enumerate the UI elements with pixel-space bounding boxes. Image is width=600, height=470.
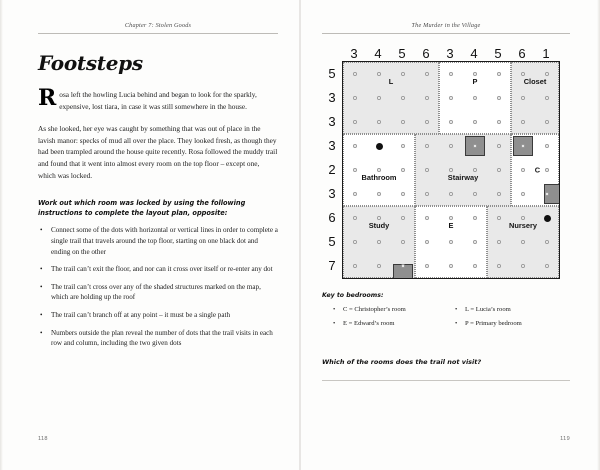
column-clue-1: 4 xyxy=(374,46,382,61)
column-clue-0: 3 xyxy=(350,46,358,61)
puzzle-question: Which of the rooms does the trail not visit? xyxy=(322,358,482,366)
left-head-rule xyxy=(38,33,278,34)
grid-dot[interactable] xyxy=(521,120,525,124)
grid-dot[interactable] xyxy=(521,96,525,100)
grid-dot[interactable] xyxy=(545,120,549,124)
grid-dot[interactable] xyxy=(425,216,429,220)
grid-dot[interactable] xyxy=(497,168,501,172)
row-clue-0: 5 xyxy=(328,65,336,81)
key-title: Key to bedrooms: xyxy=(322,292,384,299)
room-label: L xyxy=(388,76,394,86)
body-paragraph-2: As she looked, her eye was caught by something that was out of place in the lavish manor: specks of mud all over the place. They looked fresh, as though they had been trampled around the house quite recently. Rosa followed the muddy trail and found that it went into almost every room on the top floor – except one, which was locked. xyxy=(38,124,278,180)
grid-dot[interactable] xyxy=(377,120,381,124)
list-item xyxy=(332,319,448,328)
grid-dot[interactable] xyxy=(377,240,381,244)
grid-dot[interactable] xyxy=(401,72,405,76)
grid-dot[interactable] xyxy=(473,96,477,100)
book-gutter xyxy=(299,0,301,470)
column-clue-2: 5 xyxy=(398,46,406,61)
key-text: P = Primary bedroom xyxy=(465,320,522,327)
floor-plan-grid[interactable] xyxy=(342,61,560,279)
grid-dot[interactable] xyxy=(425,168,429,172)
grid-dot[interactable] xyxy=(377,96,381,100)
room-label: Nursery xyxy=(509,220,537,230)
grid-dot[interactable] xyxy=(521,240,525,244)
bullet-icon: • xyxy=(333,320,336,327)
grid-with-row-clues xyxy=(322,61,570,279)
instruction-list xyxy=(38,225,278,348)
column-clue-6: 5 xyxy=(494,46,502,61)
grid-dot[interactable] xyxy=(497,240,501,244)
list-item xyxy=(38,264,278,275)
grid-dot[interactable] xyxy=(449,120,453,124)
grid-dot[interactable] xyxy=(377,264,381,268)
instruction-text: The trail can’t exit the floor, and nor can it cross over itself or re-enter any dot xyxy=(51,265,273,274)
key-text: E = Edward’s room xyxy=(343,320,395,327)
list-item xyxy=(38,282,278,303)
grid-dot[interactable] xyxy=(545,144,549,148)
grid-dot[interactable] xyxy=(425,72,429,76)
list-item xyxy=(332,305,448,314)
grid-dot[interactable] xyxy=(353,120,357,124)
grid-dot[interactable] xyxy=(473,120,477,124)
grid-dot[interactable] xyxy=(353,144,357,148)
column-clue-3: 6 xyxy=(422,46,430,61)
page-edge-left xyxy=(0,0,3,470)
grid-dot[interactable] xyxy=(449,216,453,220)
instruction-lead: Work out which room was locked by using the following instructions to complete the layout plan, opposite: xyxy=(38,199,246,217)
grid-dot[interactable] xyxy=(425,96,429,100)
grid-dot[interactable] xyxy=(521,192,525,196)
grid-dot[interactable] xyxy=(497,72,501,76)
grid-dot[interactable] xyxy=(473,240,477,244)
row-clue-6: 6 xyxy=(328,209,336,225)
grid-dot[interactable] xyxy=(497,264,501,268)
grid-dot[interactable] xyxy=(377,216,381,220)
column-clue-4: 3 xyxy=(446,46,454,61)
key-text: L = Lucia’s room xyxy=(465,306,511,313)
grid-dot[interactable] xyxy=(401,240,405,244)
room-label: Bathroom xyxy=(361,172,397,182)
page-number-right: 119 xyxy=(560,436,570,442)
room-region-closet xyxy=(511,62,559,134)
grid-dot[interactable] xyxy=(425,192,429,196)
answer-line xyxy=(322,380,570,381)
grid-dot[interactable] xyxy=(377,72,381,76)
instruction-text: Connect some of the dots with horizontal or vertical lines in order to complete a single trail that travels around the top floor, starting on one black dot and ending on the other xyxy=(51,226,278,256)
row-clue-3: 3 xyxy=(328,137,336,153)
grid-dot[interactable] xyxy=(377,192,381,196)
grid-dot[interactable] xyxy=(521,144,525,148)
column-clue-7: 6 xyxy=(518,46,526,61)
bullet-icon: • xyxy=(333,306,336,313)
key-text: C = Christopher’s room xyxy=(343,306,406,313)
instruction-text: The trail can’t cross over any of the shaded structures marked on the map, which are holding up the roof xyxy=(51,282,261,302)
bullet-icon: • xyxy=(40,310,43,319)
right-page xyxy=(300,0,600,470)
grid-dot[interactable] xyxy=(377,168,381,172)
grid-dot[interactable] xyxy=(473,192,477,196)
row-clue-7: 5 xyxy=(328,233,336,249)
bullet-icon: • xyxy=(40,328,43,337)
puzzle-figure xyxy=(322,46,570,279)
key-list xyxy=(322,305,570,328)
grid-dot[interactable] xyxy=(401,144,405,148)
grid-dot[interactable] xyxy=(521,216,525,220)
grid-dot[interactable] xyxy=(545,192,549,196)
grid-dot[interactable] xyxy=(449,144,453,148)
column-clue-row xyxy=(322,46,570,61)
grid-dot[interactable] xyxy=(353,192,357,196)
grid-dot[interactable] xyxy=(401,120,405,124)
room-code-c: C xyxy=(534,165,541,175)
grid-dot[interactable] xyxy=(497,144,501,148)
grid-dot[interactable] xyxy=(497,96,501,100)
grid-dot[interactable] xyxy=(425,240,429,244)
body-paragraph-1: Rosa left the howling Lucia behind and began to look for the sparkly, expensive, lost tiara, in case it was still somewhere in the house. xyxy=(38,85,257,111)
grid-dot[interactable] xyxy=(353,72,357,76)
grid-dot[interactable] xyxy=(545,240,549,244)
bullet-icon: • xyxy=(455,306,458,313)
grid-dot[interactable] xyxy=(473,168,477,172)
row-clue-5: 3 xyxy=(328,185,336,201)
room-label: P xyxy=(472,76,478,86)
grid-dot[interactable] xyxy=(545,168,549,172)
grid-dot[interactable] xyxy=(497,192,501,196)
page-title: Footsteps xyxy=(38,51,143,75)
column-clue-8: 1 xyxy=(542,46,550,61)
grid-dot[interactable] xyxy=(353,168,357,172)
grid-dot[interactable] xyxy=(521,72,525,76)
grid-dot[interactable] xyxy=(353,96,357,100)
grid-dot[interactable] xyxy=(545,72,549,76)
list-item xyxy=(454,319,570,328)
bullet-icon: • xyxy=(40,226,43,235)
given-dot[interactable] xyxy=(544,215,551,222)
list-item xyxy=(454,305,570,314)
grid-dot[interactable] xyxy=(425,264,429,268)
grid-dot[interactable] xyxy=(449,192,453,196)
grid-dot[interactable] xyxy=(425,120,429,124)
row-clue-4: 2 xyxy=(328,161,336,177)
room-label: Study xyxy=(368,220,390,230)
grid-dot[interactable] xyxy=(473,144,477,148)
left-running-head: Chapter 7: Stolen Goods xyxy=(124,22,192,29)
row-clue-1: 3 xyxy=(328,89,336,105)
page-number-left: 118 xyxy=(38,436,48,442)
list-item xyxy=(38,328,278,349)
grid-dot[interactable] xyxy=(449,240,453,244)
grid-dot[interactable] xyxy=(473,216,477,220)
column-clue-5: 4 xyxy=(470,46,478,61)
grid-dot[interactable] xyxy=(353,240,357,244)
grid-dot[interactable] xyxy=(545,264,549,268)
grid-dot[interactable] xyxy=(425,144,429,148)
grid-dot[interactable] xyxy=(521,264,525,268)
grid-dot[interactable] xyxy=(353,264,357,268)
grid-dot[interactable] xyxy=(353,216,357,220)
bullet-icon: • xyxy=(455,320,458,327)
grid-dot[interactable] xyxy=(401,192,405,196)
grid-dot[interactable] xyxy=(449,72,453,76)
grid-dot[interactable] xyxy=(545,96,549,100)
grid-dot[interactable] xyxy=(473,72,477,76)
room-label: E xyxy=(448,220,454,230)
grid-dot[interactable] xyxy=(401,264,405,268)
grid-dot[interactable] xyxy=(401,216,405,220)
grid-dot[interactable] xyxy=(401,168,405,172)
room-label: Stairway xyxy=(447,172,479,182)
bullet-icon: • xyxy=(40,282,43,291)
grid-dot[interactable] xyxy=(473,264,477,268)
grid-dot[interactable] xyxy=(401,96,405,100)
grid-dot[interactable] xyxy=(449,168,453,172)
bullet-icon: • xyxy=(40,265,43,274)
right-head-rule xyxy=(322,33,570,34)
instruction-text: Numbers outside the plan reveal the number of dots that the trail visits in each row and column, including the two given dots xyxy=(51,328,273,348)
row-clue-2: 3 xyxy=(328,113,336,129)
grid-dot[interactable] xyxy=(521,168,525,172)
row-clue-column xyxy=(322,61,342,279)
grid-dot[interactable] xyxy=(497,216,501,220)
row-clue-8: 7 xyxy=(328,257,336,273)
given-dot[interactable] xyxy=(376,143,383,150)
grid-dot[interactable] xyxy=(449,264,453,268)
right-running-head: The Murder in the Village xyxy=(411,22,481,29)
instruction-text: The trail can’t branch off at any point – it must be a single path xyxy=(51,310,231,319)
list-item xyxy=(38,225,278,257)
list-item xyxy=(38,310,278,321)
room-label: Closet xyxy=(523,76,547,86)
grid-dot[interactable] xyxy=(449,96,453,100)
grid-dot[interactable] xyxy=(497,120,501,124)
